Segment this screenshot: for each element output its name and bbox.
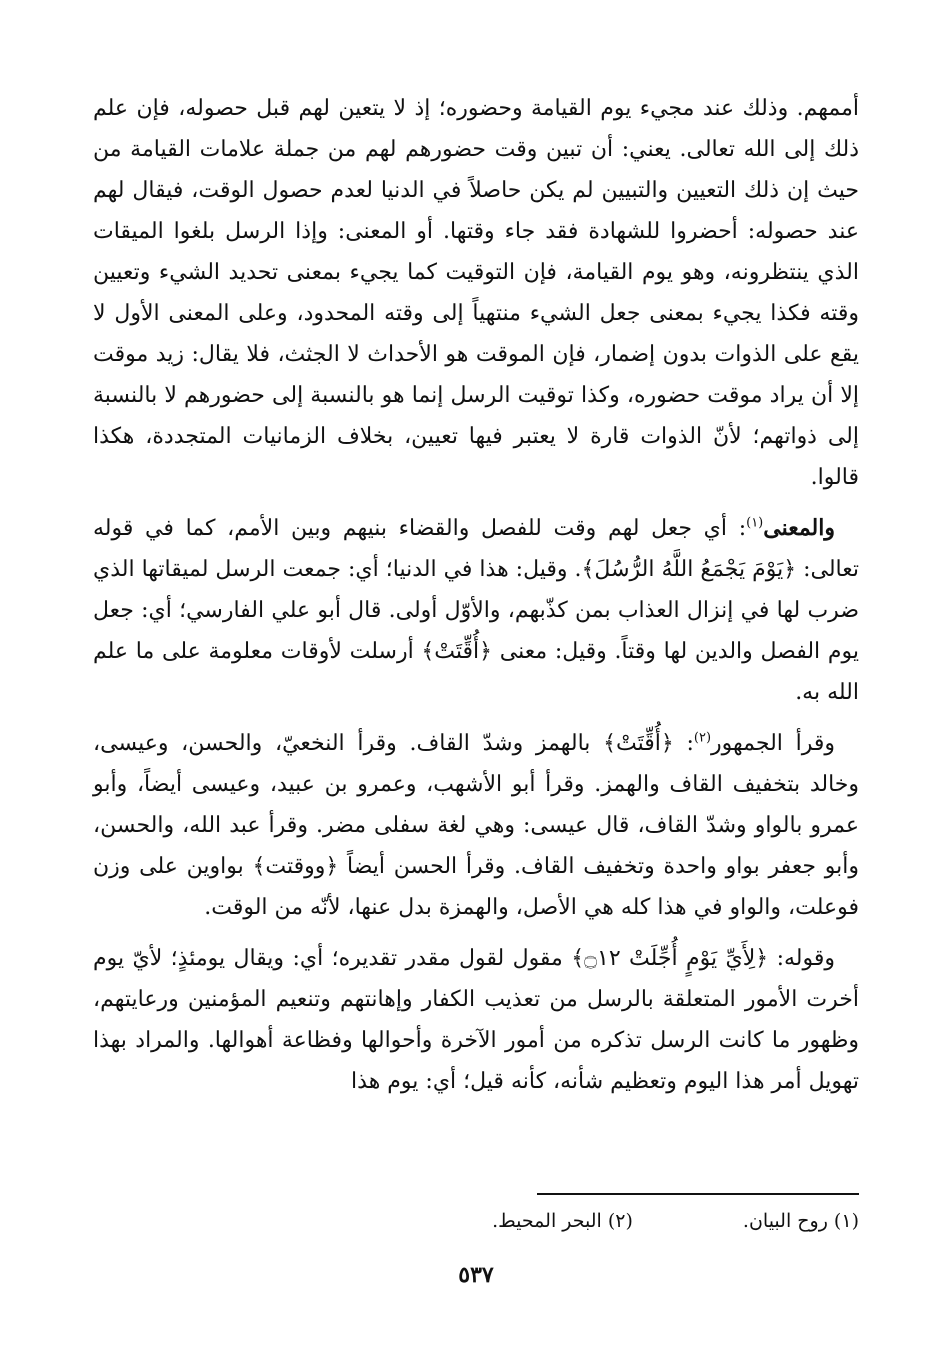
paragraph-2-lead: والمعنى: [763, 515, 835, 541]
paragraph-1-text: أممهم. وذلك عند مجيء يوم القيامة وحضوره؛ إذ لا يتعين لهم قبل حصوله، فإن علم ذلك إلى الله تعالى. يعني: أن تبين وقت حضورهم لهم من جملة علامات القيامة من حيث إن ذلك التعيين والتبيين لم يكن حاصلاً في الدنيا لعدم حصول الوقت، فيقال لهم عند حصوله: أحضروا للشهادة فقد جاء وقتها. أو المعنى: وإذا الرسل بلغوا الميقات الذي ينتظرونه، وهو يوم القيامة، فإن التوقيت كما يجيء بمعنى تحديد الشيء وتعيين وقته فكذا يجيء بمعنى جعل الشيء منتهياً إلى وقته المحدود، وعلى المعنى الأول لا يقع على الذوات بدون إضمار، فإن الموقت هو الأحداث لا الجثث، فلا يقال: زيد موقت إلا أن يراد موقت حضوره، وكذا توقيت الرسل إنما هو بالنسبة إلى حضورهم لا بالنسبة إلى ذواتهم؛ لأنّ الذوات قارة لا يعتبر فيها تعيين، بخلاف الزمانيات المتجددة، هكذا قالوا.: [93, 96, 859, 490]
paragraph-1: [93, 88, 859, 498]
paragraph-3-lead: وقرأ الجمهور: [711, 731, 836, 756]
paragraph-3: [93, 723, 859, 928]
main-text: [93, 88, 859, 1112]
paragraph-4: [93, 938, 859, 1102]
paragraph-2-text: : أي جعل لهم وقت للفصل والقضاء بنيهم وبين الأمم، كما في قوله تعالى: ﴿يَوْمَ يَجْمَعُ اللَّهُ الرُّسُلَ﴾. وقيل: هذا في الدنيا؛ أي: جمعت الرسل لميقاتها الذي ضرب لها في إنزال العذاب بمن كذّبهم، والأوّل أولى. قال أبو علي الفارسي؛ أي: جعل يوم الفصل والدين لها وقتاً. وقيل: معنى ﴿أُقِّتَتْ﴾ أرسلت لأوقات معلومة على ما علم الله به.: [93, 516, 859, 705]
page-number: ٥٣٧: [458, 1262, 494, 1288]
footnote-separator: [537, 1193, 859, 1195]
footnotes: [93, 1207, 859, 1235]
footnote-2: (٢) البحر المحيط.: [492, 1210, 633, 1232]
footnote-ref-1[interactable]: (١): [746, 515, 764, 531]
footnote-1: (١) روح البيان.: [742, 1210, 859, 1232]
paragraph-3-text: : ﴿أُقِّتَتْ﴾ بالهمز وشدّ القاف. وقرأ النخعيّ، والحسن، وعيسى، وخالد بتخفيف القاف والهمز. وقرأ أبو الأشهب، وعمرو بن عبيد، وعيسى أيضاً، وأبو عمرو بالواو وشدّ القاف، قال عيسى: وهي لغة سفلى مضر. وقرأ عبد الله، والحسن، وأبو جعفر بواو واحدة وتخفيف القاف. وقرأ الحسن أيضاً ﴿ووقتت﴾ بواوين على وزن فوعلت، والواو في هذا كله هي الأصل، والهمزة بدل عنها، لأنّه من الوقت.: [93, 731, 859, 920]
footnote-ref-2[interactable]: (٢): [693, 730, 712, 746]
paragraph-4-text: وقوله: ﴿لِأَيِّ يَوْمٍ أُجِّلَتْ ۝١٢﴾ مقول لقول مقدر تقديره؛ أي: ويقال يومئذٍ؛ لأيّ يوم أخرت الأمور المتعلقة بالرسل من تعذيب الكفار وإهانتهم وتنعيم المؤمنين ورعايتهم، وظهور ما كانت الرسل تذكره من أمور الآخرة وأحوالها وفظاعة أهوالها. والمراد بهذا تهويل أمر هذا اليوم وتعظيم شأنه، كأنه قيل؛ أي: يوم هذا: [93, 946, 859, 1094]
paragraph-2: [93, 508, 859, 713]
